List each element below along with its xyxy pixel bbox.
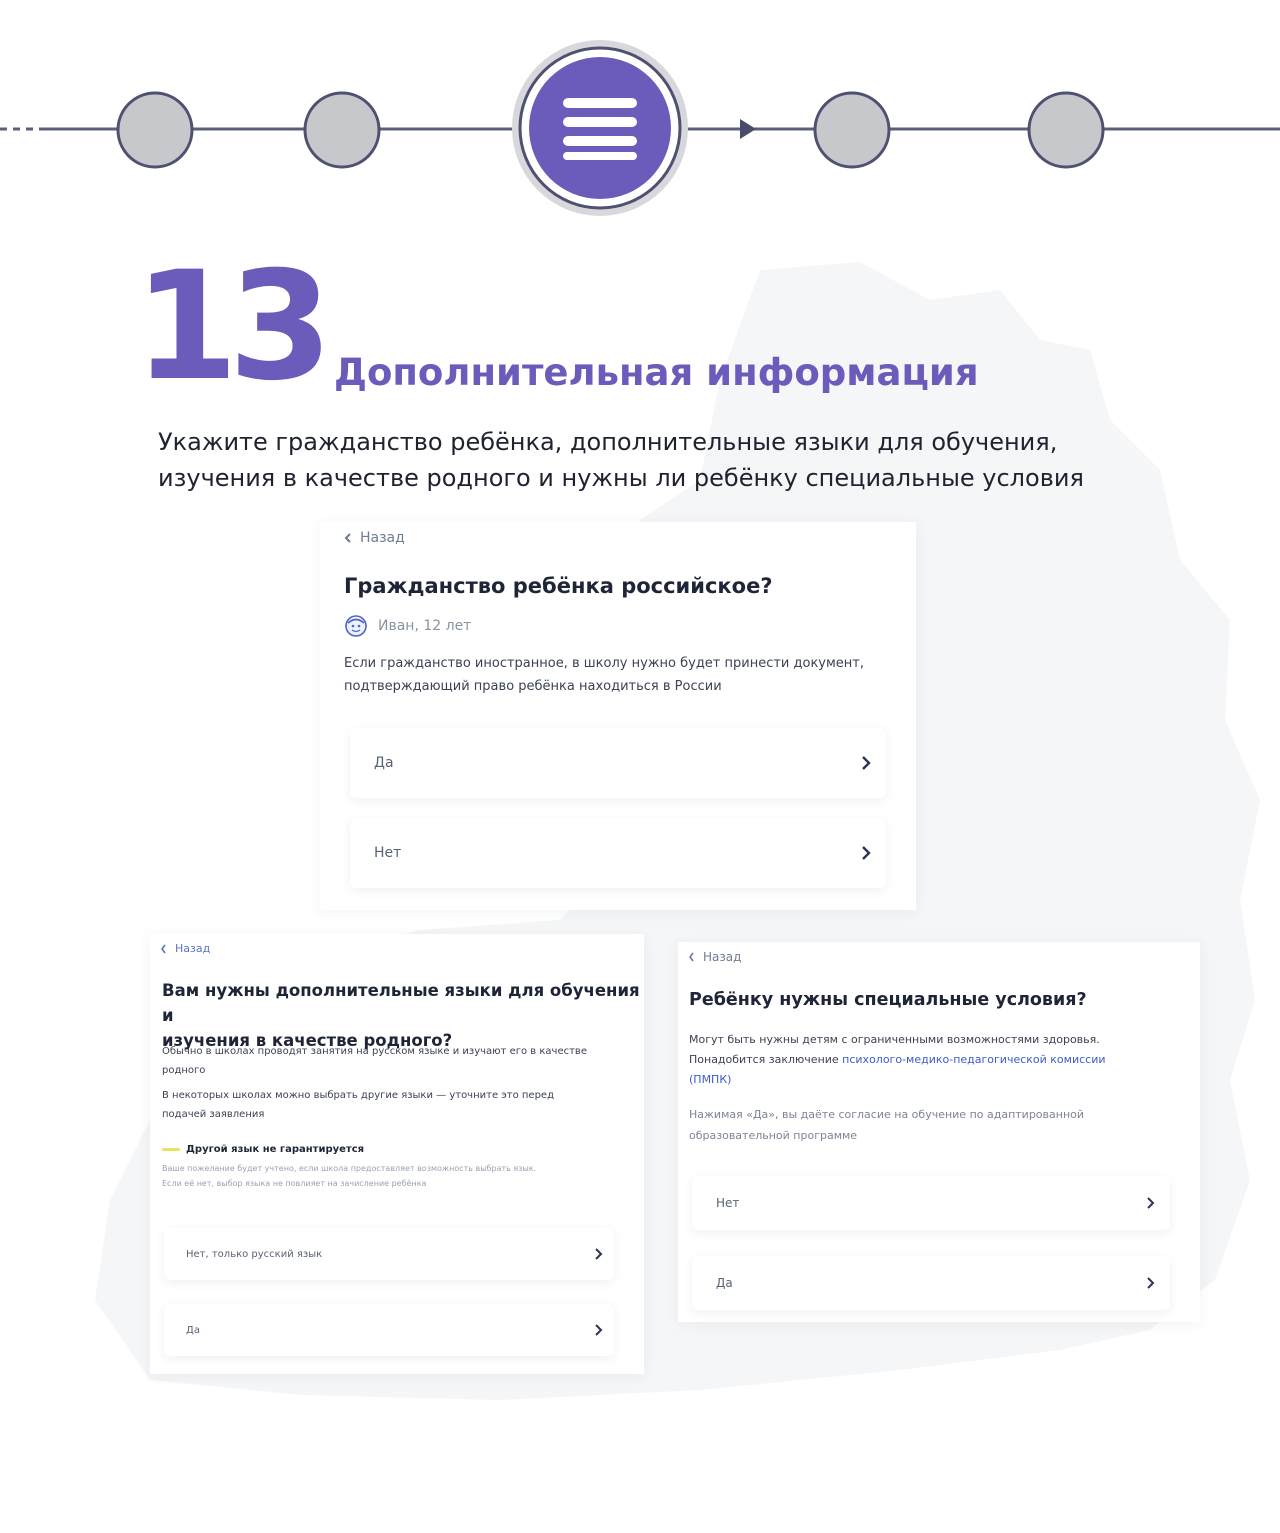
chevron-left-icon	[344, 532, 352, 544]
progress-stepper	[0, 0, 1280, 230]
step-circle-2	[305, 93, 379, 167]
child-info: Иван, 12 лет	[344, 614, 471, 638]
languages-paragraph-2: В некоторых школах можно выбрать другие языки — уточните это перед подачей заявления	[162, 1090, 554, 1120]
languages-paragraph-1: Обычно в школах проводят занятия на русском языке и изучают его в качестве родного	[162, 1046, 587, 1076]
chevron-right-icon	[594, 1323, 604, 1337]
conditions-paragraph-1: Могут быть нужны детям с ограниченными возможностями здоровья. Понадобится заключение психолого-медико-педагогической комиссии (ПМПК)	[689, 1030, 1106, 1090]
card-title: Вам нужны дополнительные языки для обучения и изучения в качестве родного?	[162, 981, 640, 1050]
chevron-left-icon	[160, 944, 167, 954]
option-yes[interactable]: Да	[350, 728, 886, 798]
citizenship-card	[320, 522, 916, 910]
languages-card	[150, 934, 644, 1374]
warning-marker-icon	[162, 1148, 180, 1151]
chevron-right-icon	[1146, 1276, 1156, 1290]
card-title: Гражданство ребёнка российское?	[344, 574, 773, 598]
child-avatar-icon	[344, 614, 368, 638]
conditions-paragraph-2: Нажимая «Да», вы даёте согласие на обучение по адаптированной образовательной программе	[689, 1108, 1085, 1142]
step-circle-5	[1029, 93, 1103, 167]
citizenship-note: Если гражданство иностранное, в школу нужно будет принести документ, подтверждающий право ребёнка находиться в России	[344, 656, 865, 694]
pmpk-link-abbr[interactable]: (ПМПК)	[689, 1073, 732, 1086]
back-link[interactable]: Назад	[344, 530, 405, 546]
step-circle-active	[512, 40, 688, 216]
step-circle-1	[118, 93, 192, 167]
option-russian-only[interactable]: Нет, только русский язык	[164, 1228, 614, 1280]
pmpk-link[interactable]: психолого-медико-педагогической комиссии	[842, 1053, 1106, 1066]
option-yes[interactable]: Да	[692, 1256, 1170, 1310]
back-link[interactable]: Назад	[160, 942, 210, 955]
chevron-right-icon	[860, 754, 872, 772]
step-circle-4	[815, 93, 889, 167]
stepper-arrow-icon	[740, 119, 756, 139]
back-link[interactable]: Назад	[688, 950, 741, 964]
chevron-left-icon	[688, 952, 695, 962]
option-yes[interactable]: Да	[164, 1304, 614, 1356]
step-number: 13	[134, 240, 323, 414]
option-no[interactable]: Нет	[350, 818, 886, 888]
warning-block: Другой язык не гарантируется Ваше пожелание будет учтено, если школа предоставляет возможность выбрать язык. Если её нет, выбор языка не повлияет на зачисление ребёнка	[162, 1144, 537, 1188]
card-title: Ребёнку нужны специальные условия?	[689, 990, 1087, 1010]
chevron-right-icon	[860, 844, 872, 862]
chevron-right-icon	[1146, 1196, 1156, 1210]
special-conditions-card	[678, 942, 1200, 1322]
option-no[interactable]: Нет	[692, 1176, 1170, 1230]
chevron-right-icon	[594, 1247, 604, 1261]
section-title: Дополнительная информация	[334, 351, 979, 394]
section-description: Укажите гражданство ребёнка, дополнительные языки для обучения, изучения в качестве родного и нужны ли ребёнку специальные условия	[158, 428, 1084, 492]
